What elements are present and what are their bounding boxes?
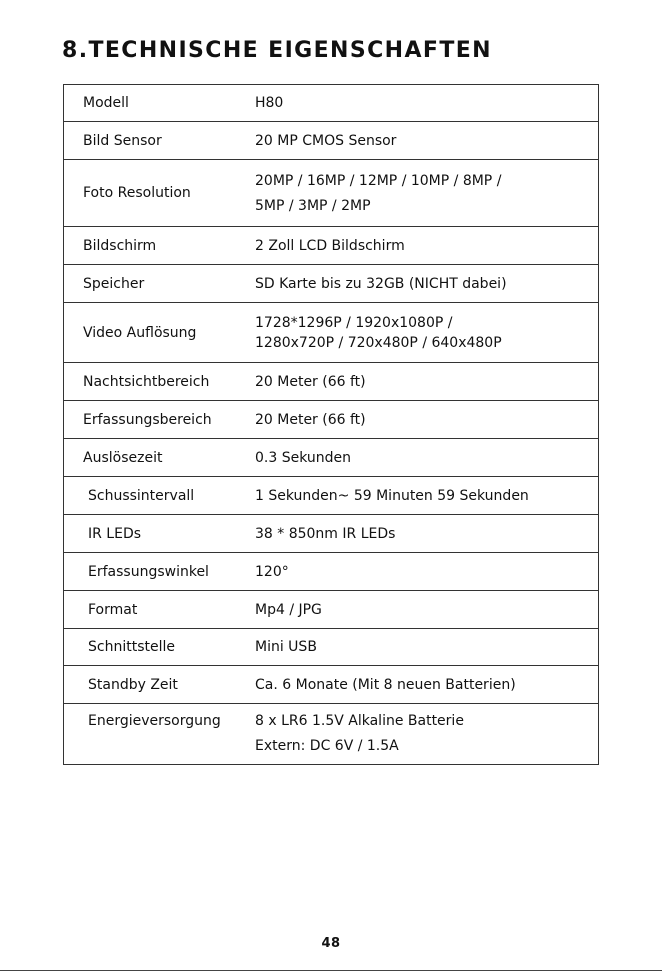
row-label: Bild Sensor [83, 132, 162, 149]
row-value [255, 173, 598, 214]
row-value-line: Extern: DC 6V / 1.5A [255, 738, 399, 754]
row-label: Auslösezeit [83, 449, 163, 466]
row-value-line: 5MP / 3MP / 2MP [255, 197, 371, 214]
page-bottom-rule [0, 970, 662, 971]
row-value [255, 488, 598, 504]
row-value-line: 120° [255, 563, 289, 580]
row-label: IR LEDs [88, 525, 142, 542]
row-value-line: 20MP / 16MP / 12MP / 10MP / 8MP / [255, 172, 502, 189]
row-value [255, 450, 598, 466]
table-row [64, 439, 598, 477]
row-value [255, 639, 598, 655]
row-value-line: 20 Meter (66 ft) [255, 411, 366, 428]
row-value [255, 374, 598, 390]
row-label: Foto Resolution [83, 185, 191, 201]
row-label: Nachtsichtbereich [83, 373, 210, 390]
row-value [255, 412, 598, 428]
table-row [64, 515, 598, 553]
page-number: 48 [321, 936, 341, 951]
table-row [64, 160, 598, 227]
row-value [255, 238, 598, 254]
table-row [64, 303, 598, 363]
row-value [255, 602, 598, 618]
row-value [255, 95, 598, 111]
row-value-line: 1280x720P / 720x480P / 640x480P [255, 334, 502, 351]
table-row [64, 401, 598, 439]
table-row [64, 85, 598, 122]
table-row [64, 227, 598, 265]
table-row [64, 591, 598, 629]
row-label: Erfassungsbereich [83, 411, 212, 428]
row-value-line: 0.3 Sekunden [255, 449, 352, 466]
row-label: Standby Zeit [88, 676, 178, 693]
table-row [64, 629, 598, 666]
table-row [64, 477, 598, 515]
page-title: 8.TECHNISCHE EIGENSCHAFTEN [62, 38, 492, 63]
table-row [64, 666, 598, 704]
row-label: Video Auflösung [83, 324, 197, 341]
row-value-line: 1728*1296P / 1920x1080P / [255, 314, 453, 331]
row-label: Erfassungswinkel [88, 563, 209, 580]
row-value-line: H80 [255, 95, 284, 111]
row-value-line: 20 MP CMOS Sensor [255, 132, 397, 149]
row-value [255, 713, 598, 754]
table-row [64, 553, 598, 591]
table-row [64, 363, 598, 401]
row-label: Modell [83, 95, 129, 111]
row-value-line: Mp4 / JPG [255, 601, 322, 618]
spec-table [63, 84, 599, 765]
row-value-line: SD Karte bis zu 32GB (NICHT dabei) [255, 275, 507, 292]
row-label: Speicher [83, 275, 145, 292]
row-value-line: 8 x LR6 1.5V Alkaline Batterie [255, 713, 464, 729]
row-label: Schussintervall [88, 487, 195, 504]
row-value-line: 38 * 850nm IR LEDs [255, 525, 396, 542]
table-row [64, 704, 598, 764]
row-label: Energieversorgung [88, 713, 221, 729]
row-value-line: 2 Zoll LCD Bildschirm [255, 237, 405, 254]
row-value-line: 20 Meter (66 ft) [255, 373, 366, 390]
table-row [64, 265, 598, 303]
row-value-line: 1 Sekunden~ 59 Minuten 59 Sekunden [255, 487, 529, 504]
row-value-line: Ca. 6 Monate (Mit 8 neuen Batterien) [255, 676, 516, 693]
row-value [255, 677, 598, 693]
row-value [255, 313, 598, 353]
row-value [255, 564, 598, 580]
row-label: Format [88, 601, 138, 618]
row-value-line: Mini USB [255, 639, 317, 655]
row-value [255, 133, 598, 149]
row-value [255, 526, 598, 542]
row-value [255, 276, 598, 292]
row-label: Schnittstelle [88, 639, 175, 655]
row-label: Bildschirm [83, 237, 157, 254]
table-row [64, 122, 598, 160]
